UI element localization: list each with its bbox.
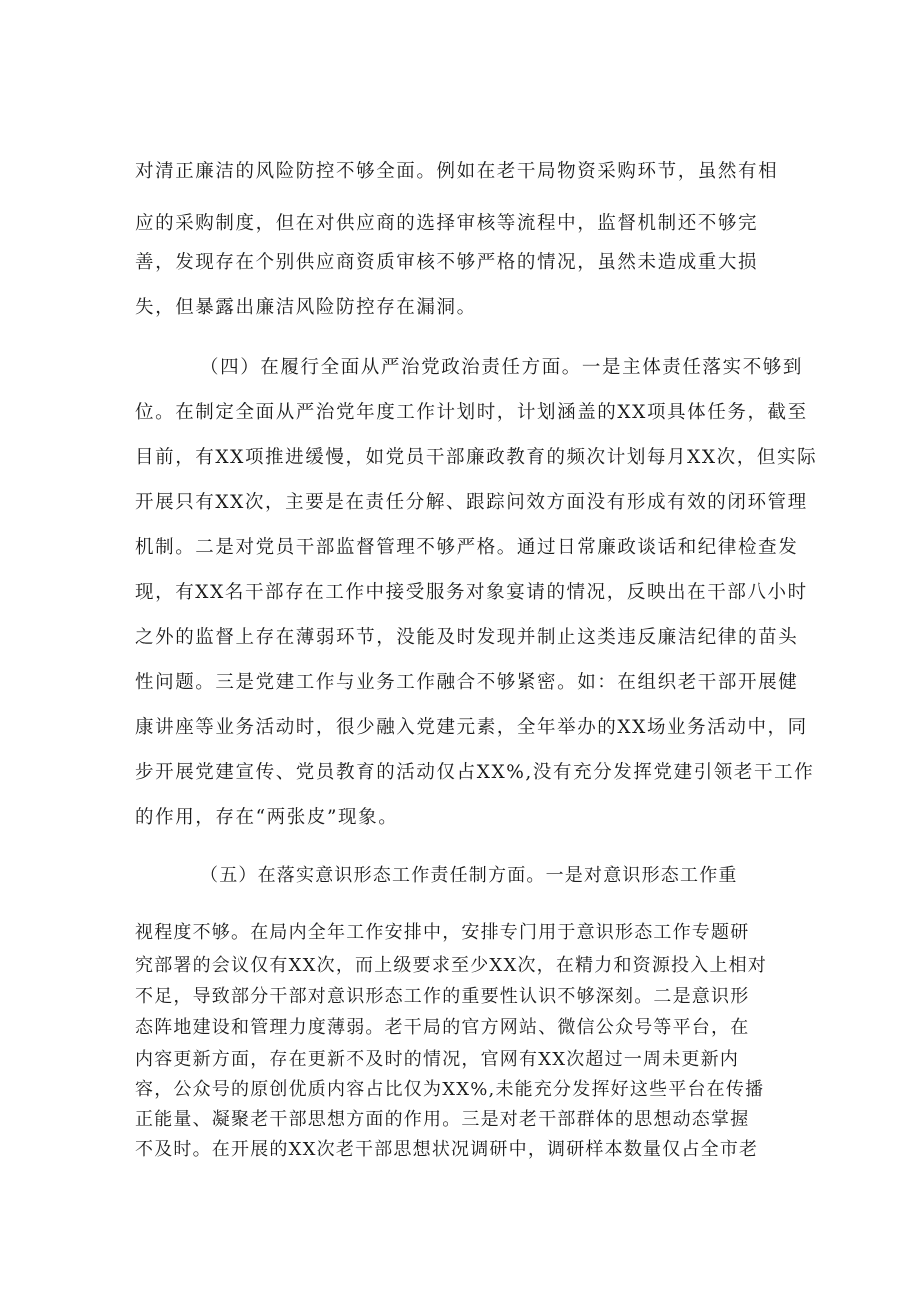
text-line: 应的采购制度，但在对供应商的选择审核等流程中，监督机制还不够完 xyxy=(135,213,759,234)
text-line: 内容更新方面，存在更新不及时的情况，官网有XX次超过一周未更新内 xyxy=(135,1049,740,1070)
text-line: 不及时。在开展的XX次老干部思想状况调研中，调研样本数量仅占全市老 xyxy=(135,1139,759,1160)
text-line: 性问题。三是党建工作与业务工作融合不够紧密。如：在组织老干部开展健 xyxy=(135,672,799,693)
text-line: 位。在制定全面从严治党年度工作计划时，计划涵盖的XX项具体任务，截至 xyxy=(135,402,808,423)
text-line: 态阵地建设和管理力度薄弱。老干局的官方网站、微信公众号等平台，在 xyxy=(135,1017,750,1038)
text-line: 步开展党建宣传、党员教育的活动仅占XX%,没有充分发挥党建引领老干工作 xyxy=(135,762,815,783)
text-line: 正能量、凝聚老干部思想方面的作用。三是对老干部群体的思想动态掌握 xyxy=(135,1109,750,1130)
text-line: 视程度不够。在局内全年工作安排中，安排专门用于意识形态工作专题研 xyxy=(135,922,750,943)
text-line: 究部署的会议仅有XX次，而上级要求至少XX次，在精力和资源投入上相对 xyxy=(135,955,768,976)
text-line: 目前，有XX项推进缓慢，如党员干部廉政教育的频次计划每月XX次，但实际 xyxy=(135,447,818,468)
text-line: 开展只有XX次，主要是在责任分解、跟踪问效方面没有形成有效的闭环管理 xyxy=(135,492,808,513)
text-line: 失，但暴露出廉洁风险防控存在漏洞。 xyxy=(135,297,477,318)
text-line: 之外的监督上存在薄弱环节，没能及时发现并制止这类违反廉洁纪律的苗头 xyxy=(135,627,799,648)
text-line: 机制。二是对党员干部监督管理不够严格。通过日常廉政谈话和纪律检查发 xyxy=(135,537,799,558)
text-line: 善，发现存在个别供应商资质审核不够严格的情况，虽然未造成重大损 xyxy=(135,252,759,273)
text-line: 现，有XX名干部存在工作中接受服务对象宴请的情况，反映出在干部八小时 xyxy=(135,582,808,603)
text-line: 的作用，存在“两张皮”现象。 xyxy=(135,807,399,828)
text-line: 不足，导致部分干部对意识形态工作的重要性认识不够深刻。二是意识形 xyxy=(135,986,750,1007)
text-line: 康讲座等业务活动时，很少融入党建元素，全年举办的XX场业务活动中，同 xyxy=(135,717,808,738)
section-heading-line: （五）在落实意识形态工作责任制方面。一是对意识形态工作重 xyxy=(200,865,738,886)
text-line: 容，公众号的原创优质内容占比仅为XX%,未能充分发挥好这些平台在传播 xyxy=(135,1079,765,1100)
text-line: 对清正廉洁的风险防控不够全面。例如在老干局物资采购环节，虽然有相 xyxy=(135,161,779,182)
section-heading-line: （四）在履行全面从严治党政治责任方面。一是主体责任落实不够到 xyxy=(200,357,804,378)
